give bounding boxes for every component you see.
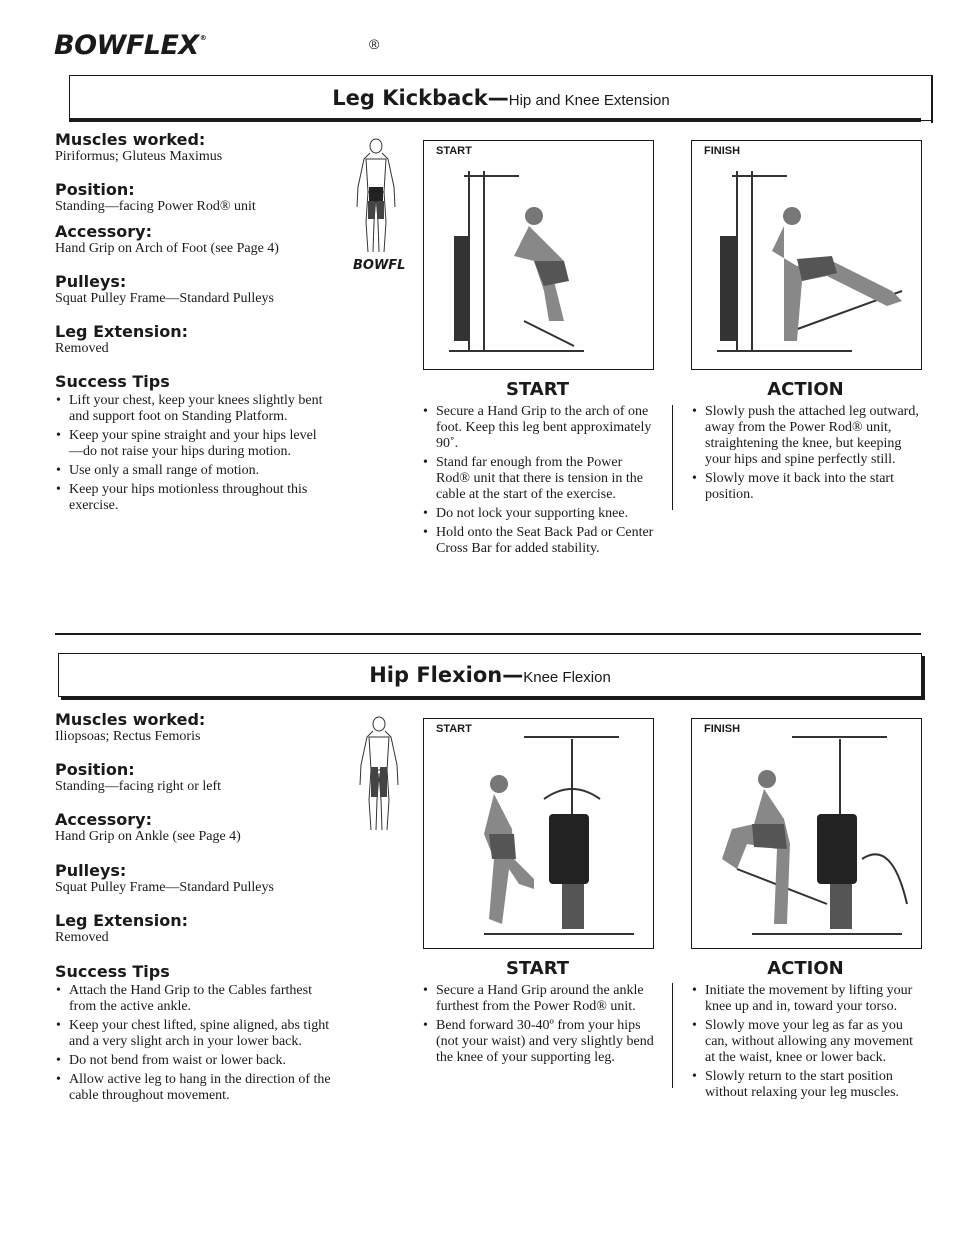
column-divider xyxy=(672,405,673,510)
pulleys-value: Squat Pulley Frame—Standard Pulleys xyxy=(55,291,274,306)
title-underline xyxy=(69,118,921,122)
bowflex-logo xyxy=(54,30,206,61)
accessory-block xyxy=(55,810,335,845)
position-block xyxy=(55,180,335,215)
column-divider xyxy=(672,983,673,1088)
title-dash: — xyxy=(502,663,524,687)
tip-item: • Attach the Hand Grip to the Cables farthest from the active ankle. xyxy=(55,983,335,1015)
position-value: Standing—facing Power Rod® unit xyxy=(55,199,256,214)
accessory-block xyxy=(55,222,335,257)
registered-mark: ® xyxy=(369,36,380,52)
logo-text: BOWFLEX xyxy=(54,30,199,61)
success-tips-label: Success Tips xyxy=(55,962,170,981)
pulleys-block xyxy=(55,272,335,307)
section-subtitle: Hip and Knee Extension xyxy=(508,92,670,109)
info-column xyxy=(55,130,335,165)
position-label: Position: xyxy=(55,760,135,779)
step-item: • Stand far enough from the Power Rod® unit that there is tension in the cable at the start of the exercise. xyxy=(422,455,657,503)
muscle-figure-front xyxy=(356,715,402,833)
leg-extension-block xyxy=(55,322,335,357)
action-steps-list xyxy=(691,404,926,503)
start-steps xyxy=(422,983,657,1069)
section-title-box-leg-kickback xyxy=(69,75,932,121)
logo-registered-mark: ® xyxy=(199,34,207,42)
accessory-value: Hand Grip on Arch of Foot (see Page 4) xyxy=(55,241,279,256)
pulleys-value: Squat Pulley Frame—Standard Pulleys xyxy=(55,880,274,895)
tip-item: • Allow active leg to hang in the direction of the cable throughout movement. xyxy=(55,1072,335,1104)
section-title-box-hip-flexion xyxy=(58,653,922,697)
leg-extension-label: Leg Extension: xyxy=(55,322,188,341)
photo-label: START xyxy=(436,723,472,735)
success-tips-list xyxy=(55,393,330,514)
photo-label: FINISH xyxy=(704,145,741,157)
action-heading: ACTION xyxy=(767,958,844,979)
success-tips-block xyxy=(55,372,330,517)
pulleys-label: Pulleys: xyxy=(55,272,127,291)
start-steps-list xyxy=(422,404,657,557)
accessory-label: Accessory: xyxy=(55,222,152,241)
step-item: • Do not lock your supporting knee. xyxy=(422,506,657,522)
start-heading: START xyxy=(505,958,570,979)
step-item: • Slowly return to the start position without relaxing your leg muscles. xyxy=(691,1069,926,1101)
start-photo xyxy=(423,140,654,370)
start-steps-list xyxy=(422,983,657,1066)
accessory-value: Hand Grip on Ankle (see Page 4) xyxy=(55,829,241,844)
success-tips-label: Success Tips xyxy=(55,372,170,391)
step-item: • Slowly move your leg as far as you can, without allowing any movement at the waist, knee or lower back. xyxy=(691,1018,926,1066)
leg-extension-value: Removed xyxy=(55,341,109,356)
tip-item: • Keep your chest lifted, spine aligned, abs tight and a very slight arch in your lower back. xyxy=(55,1018,335,1050)
tip-item: • Use only a small range of motion. xyxy=(55,463,330,479)
action-heading: ACTION xyxy=(767,379,844,400)
section-title: Hip Flexion xyxy=(369,663,503,687)
photo-label: START xyxy=(436,145,472,157)
success-tips-block xyxy=(55,962,335,1107)
machine-illustration xyxy=(424,719,653,948)
action-steps xyxy=(691,983,926,1104)
figure-caption: BOWFL xyxy=(353,258,406,273)
tip-item: • Keep your hips motionless throughout this exercise. xyxy=(55,482,330,514)
muscle-figure-back xyxy=(352,137,400,255)
accessory-label: Accessory: xyxy=(55,810,152,829)
title-box-right-edge xyxy=(931,75,933,123)
pulleys-label: Pulleys: xyxy=(55,861,127,880)
step-item: • Slowly push the attached leg outward, away from the Power Rod® unit, straightening the knee, but keeping your hips and spine perfectly still. xyxy=(691,404,926,468)
start-photo xyxy=(423,718,654,949)
action-steps-list xyxy=(691,983,926,1101)
pulleys-block xyxy=(55,861,335,896)
step-item: • Secure a Hand Grip around the ankle furthest from the Power Rod® unit. xyxy=(422,983,657,1015)
start-steps xyxy=(422,404,657,560)
action-steps xyxy=(691,404,926,506)
leg-extension-block xyxy=(55,911,335,946)
step-item: • Secure a Hand Grip to the arch of one foot. Keep this leg bent approximately 90˚. xyxy=(422,404,657,452)
photo-label: FINISH xyxy=(704,723,741,735)
muscles-label: Muscles worked: xyxy=(55,130,206,149)
section-subtitle: Knee Flexion xyxy=(523,669,611,686)
step-item: • Slowly move it back into the start position. xyxy=(691,471,926,503)
position-value: Standing—facing right or left xyxy=(55,779,222,794)
tip-item: • Lift your chest, keep your knees slightly bent and support foot on Standing Platform. xyxy=(55,393,330,425)
muscles-label: Muscles worked: xyxy=(55,710,206,729)
machine-illustration xyxy=(692,141,921,369)
position-label: Position: xyxy=(55,180,135,199)
tip-item: • Keep your spine straight and your hips level—do not raise your hips during motion. xyxy=(55,428,330,460)
finish-photo xyxy=(691,718,922,949)
start-heading: START xyxy=(505,379,570,400)
finish-photo xyxy=(691,140,922,370)
title-dash: — xyxy=(487,86,509,110)
tip-item: • Do not bend from waist or lower back. xyxy=(55,1053,335,1069)
step-item: • Initiate the movement by lifting your knee up and in, toward your torso. xyxy=(691,983,926,1015)
leg-extension-label: Leg Extension: xyxy=(55,911,188,930)
muscles-value: Piriformus; Gluteus Maximus xyxy=(55,149,223,164)
machine-illustration xyxy=(424,141,653,369)
success-tips-list xyxy=(55,983,335,1104)
section-title: Leg Kickback xyxy=(332,86,488,110)
step-item: • Hold onto the Seat Back Pad or Center Cross Bar for added stability. xyxy=(422,525,657,557)
info-column xyxy=(55,710,335,745)
machine-illustration xyxy=(692,719,921,948)
leg-extension-value: Removed xyxy=(55,930,109,945)
muscles-value: Iliopsoas; Rectus Femoris xyxy=(55,729,201,744)
section-divider xyxy=(55,633,921,635)
position-block xyxy=(55,760,335,795)
step-item: • Bend forward 30-40º from your hips (not your waist) and very slightly bend the knee of your supporting leg. xyxy=(422,1018,657,1066)
